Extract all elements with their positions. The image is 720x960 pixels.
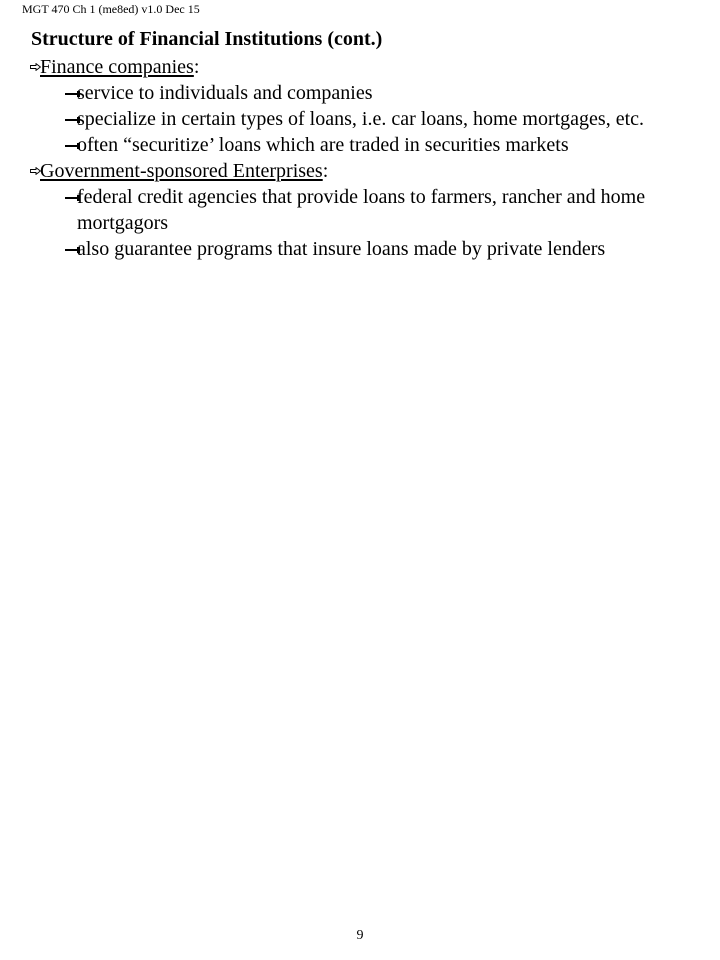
hollow-arrow-right-icon bbox=[30, 167, 41, 175]
list-item bbox=[61, 132, 697, 158]
list-item bbox=[61, 184, 697, 236]
section-label: Finance companies bbox=[40, 56, 194, 78]
slide-content bbox=[30, 54, 710, 262]
page-number: 9 bbox=[356, 928, 364, 943]
section-suffix: : bbox=[322, 160, 329, 182]
section-government-sponsored-enterprises bbox=[30, 158, 710, 184]
hollow-arrow-right-icon bbox=[30, 63, 41, 71]
list-item-text: federal credit agencies that provide loans to farmers, rancher and home mortgagors bbox=[77, 186, 646, 234]
section-finance-companies bbox=[30, 54, 710, 80]
section-suffix: : bbox=[193, 56, 200, 78]
list-item-text: specialize in certain types of loans, i.e. car loans, home mortgages, etc. bbox=[77, 108, 645, 130]
list-item-text: also guarantee programs that insure loans made by private lenders bbox=[77, 238, 606, 260]
list-item-text: service to individuals and companies bbox=[77, 82, 373, 104]
list-item bbox=[61, 236, 697, 262]
slide-header: MGT 470 Ch 1 (me8ed) v1.0 Dec 15 bbox=[22, 2, 200, 16]
slide-title: Structure of Financial Institutions (cont.) bbox=[31, 28, 383, 50]
list-item bbox=[61, 80, 697, 106]
section-label: Government-sponsored Enterprises bbox=[40, 160, 323, 182]
list-item bbox=[61, 106, 697, 132]
list-item-text: often “securitize’ loans which are traded in securities markets bbox=[77, 134, 569, 156]
